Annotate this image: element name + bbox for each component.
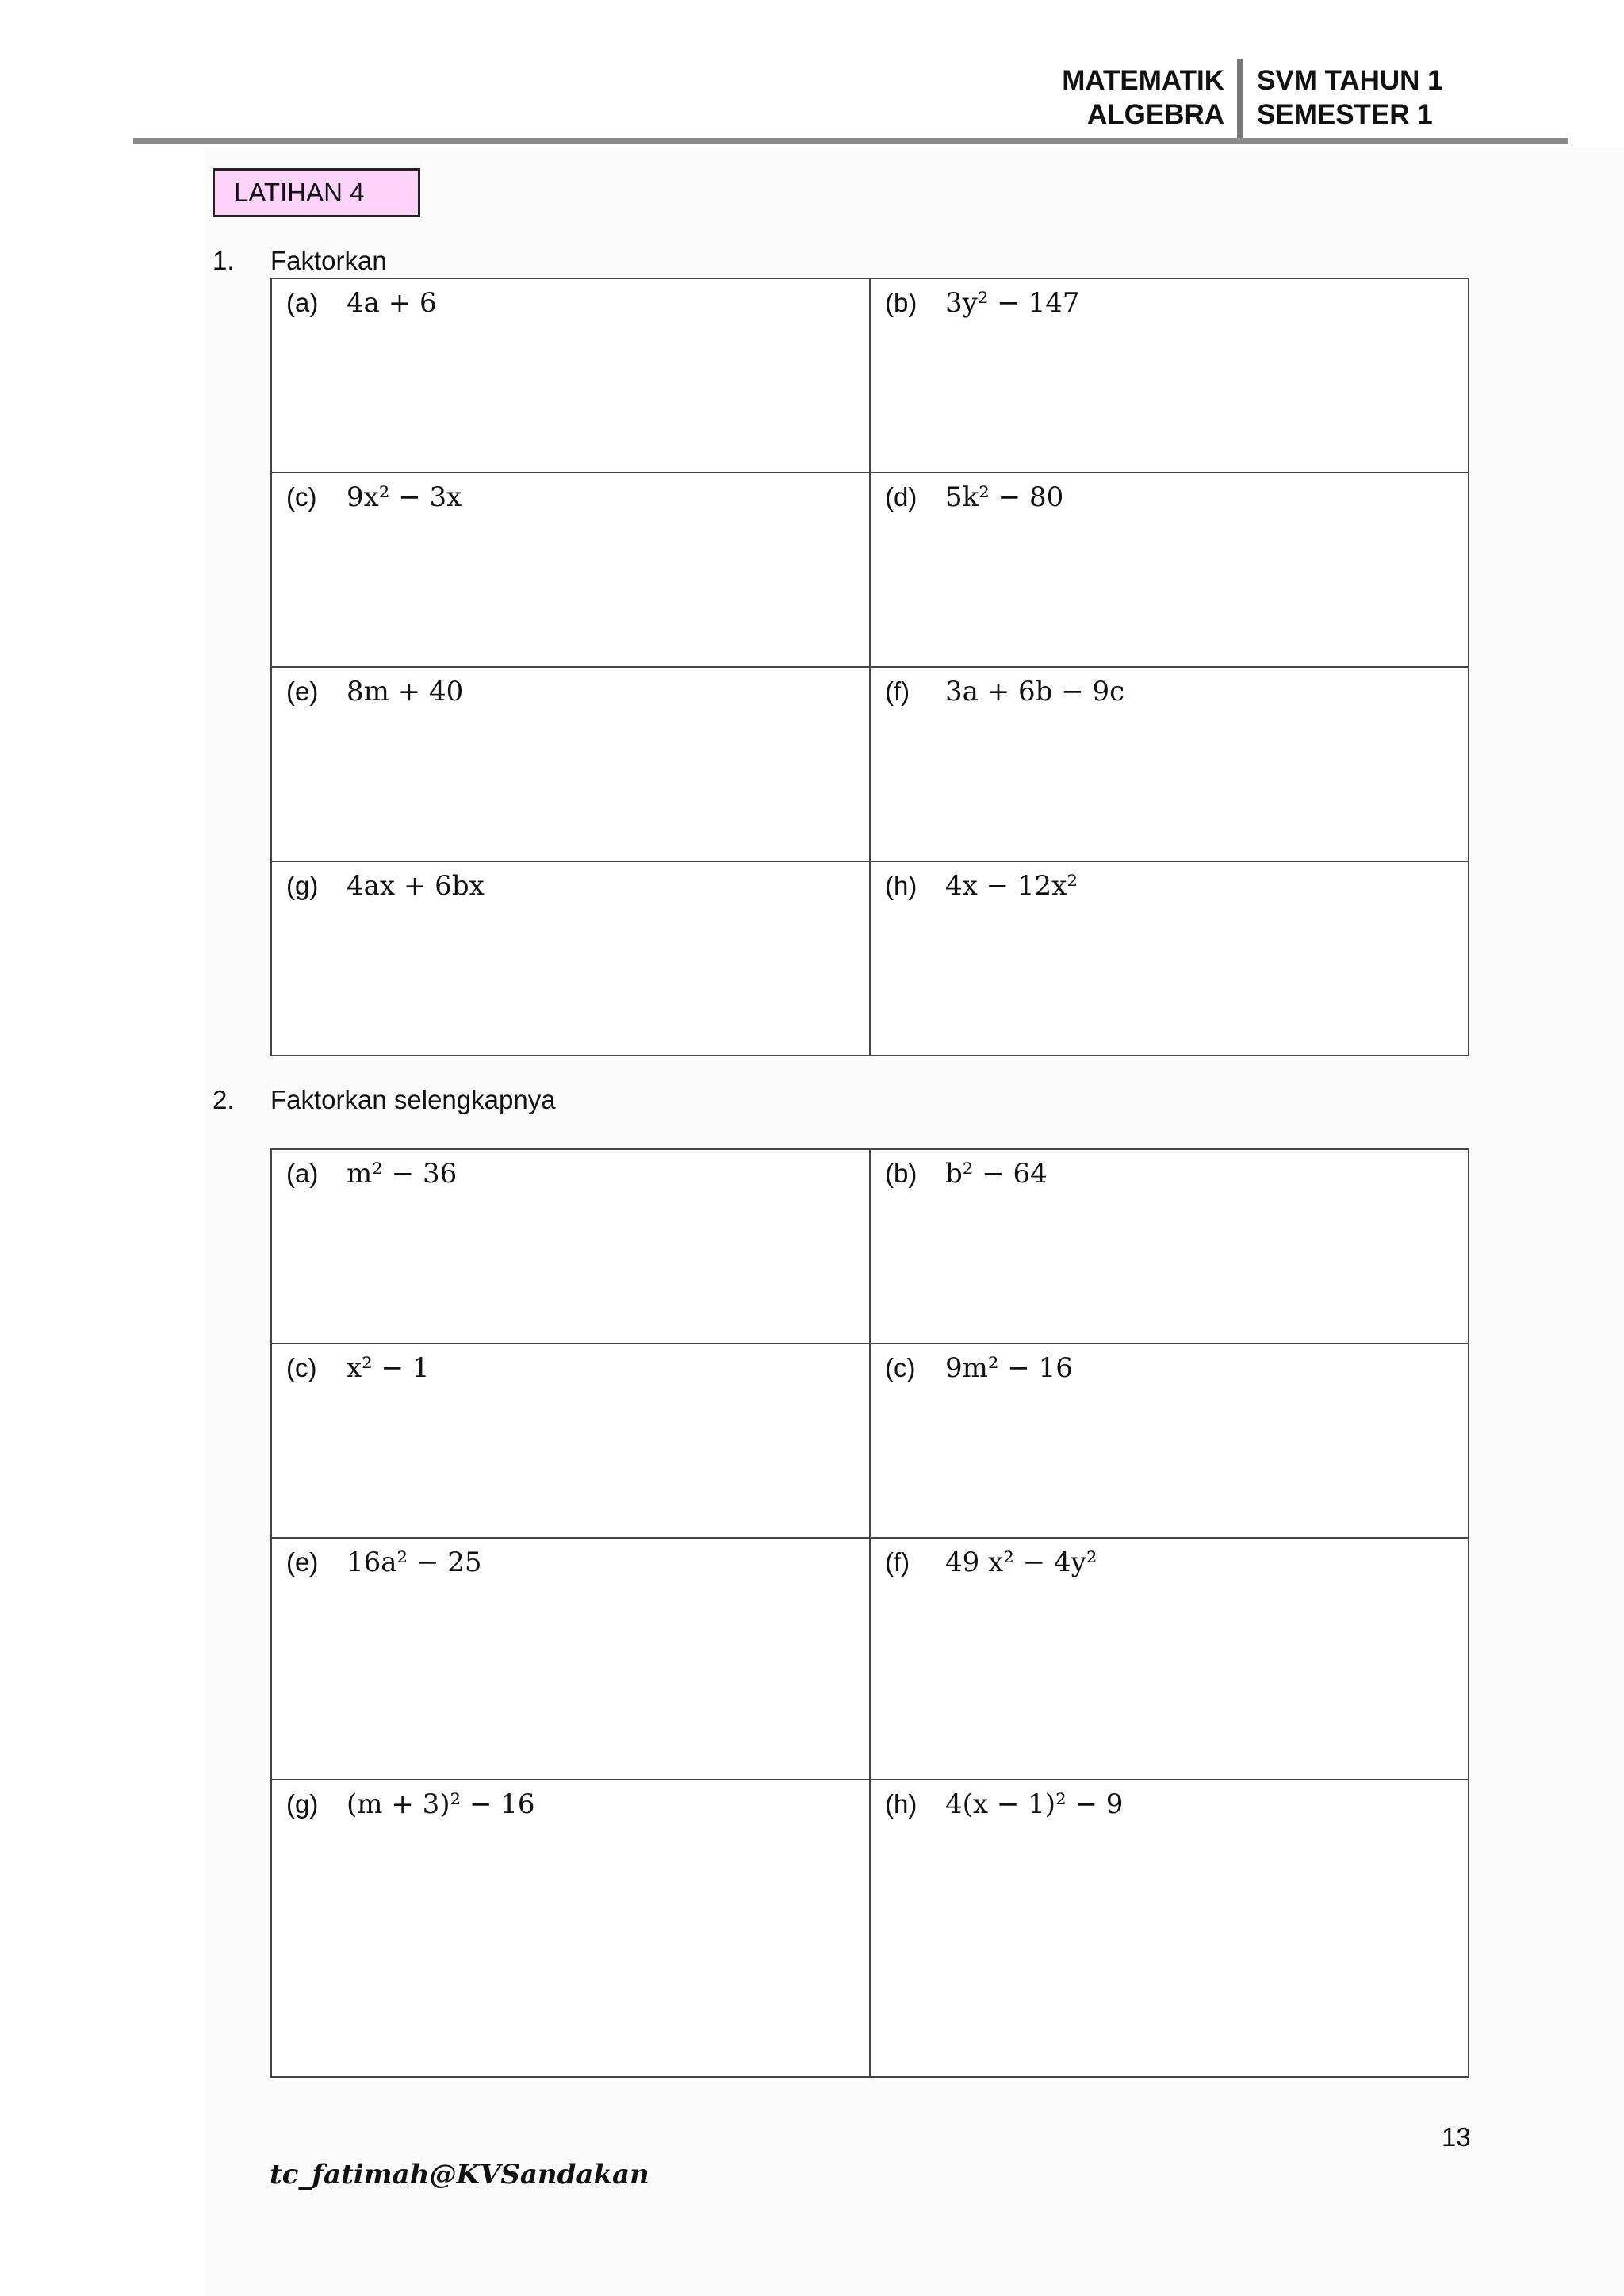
math-expression: 4ax + 6bx [347, 870, 485, 902]
answer-cell[interactable] [271, 473, 870, 667]
header-subject-line1: MATEMATIK [1062, 65, 1224, 96]
page-number: 13 [1442, 2122, 1471, 2152]
question-1-grid [270, 278, 1469, 1056]
document-header [1055, 63, 1522, 141]
math-expression: 4x − 12x² [945, 870, 1078, 902]
answer-cell[interactable] [271, 278, 870, 473]
item-label: (d) [885, 482, 917, 512]
math-expression: x² − 1 [347, 1352, 430, 1384]
header-subject [1055, 63, 1224, 132]
answer-cell[interactable] [870, 1780, 1469, 2077]
answer-cell[interactable] [271, 1149, 870, 1343]
question-1-number: 1. [213, 246, 235, 275]
math-expression: (m + 3)² − 16 [347, 1788, 535, 1820]
answer-cell[interactable] [271, 861, 870, 1056]
answer-cell[interactable] [870, 1538, 1469, 1780]
header-rule [133, 138, 1568, 144]
header-course [1257, 63, 1519, 132]
item-label: (e) [286, 677, 319, 706]
question-2-instruction: Faktorkan selengkapnya [270, 1085, 556, 1114]
answer-cell[interactable] [870, 1149, 1469, 1343]
answer-cell[interactable] [271, 1538, 870, 1780]
item-label: (b) [885, 1159, 917, 1188]
header-course-line1: SVM TAHUN 1 [1257, 65, 1443, 96]
item-label: (e) [286, 1547, 319, 1577]
header-divider [1237, 59, 1243, 143]
answer-cell[interactable] [870, 1343, 1469, 1538]
item-label: (a) [286, 288, 319, 317]
math-expression: 4a + 6 [347, 287, 437, 319]
question-1-instruction: Faktorkan [270, 246, 387, 275]
item-label: (h) [885, 871, 917, 900]
math-expression: 4(x − 1)² − 9 [945, 1788, 1124, 1820]
math-expression: b² − 64 [945, 1158, 1048, 1190]
math-expression: 49 x² − 4y² [945, 1547, 1097, 1578]
item-label: (c) [286, 1353, 317, 1382]
item-label: (a) [286, 1159, 319, 1188]
math-expression: 9x² − 3x [347, 481, 462, 513]
math-expression: 16a² − 25 [347, 1547, 482, 1578]
answer-cell[interactable] [271, 1343, 870, 1538]
math-expression: 3a + 6b − 9c [945, 676, 1125, 707]
author-signature: tc_fatimah@KVSandakan [270, 2159, 649, 2191]
math-expression: 8m + 40 [347, 676, 464, 707]
header-course-line2: SEMESTER 1 [1257, 99, 1433, 130]
item-label: (f) [885, 677, 910, 706]
answer-cell[interactable] [271, 1780, 870, 2077]
answer-cell[interactable] [870, 861, 1469, 1056]
answer-cell[interactable] [870, 667, 1469, 861]
item-label: (c) [885, 1353, 916, 1382]
header-subject-line2: ALGEBRA [1086, 99, 1224, 130]
item-label: (g) [286, 1789, 319, 1819]
math-expression: 3y² − 147 [945, 287, 1080, 319]
math-expression: 5k² − 80 [945, 481, 1064, 513]
item-label: (h) [885, 1789, 917, 1819]
math-expression: m² − 36 [347, 1158, 458, 1190]
item-label: (b) [885, 288, 917, 317]
answer-cell[interactable] [870, 278, 1469, 473]
question-2-number: 2. [213, 1085, 235, 1114]
answer-cell[interactable] [870, 473, 1469, 667]
answer-cell[interactable] [271, 667, 870, 861]
question-2-grid [270, 1148, 1469, 2078]
item-label: (g) [286, 871, 319, 900]
exercise-badge: LATIHAN 4 [213, 168, 420, 217]
math-expression: 9m² − 16 [945, 1352, 1073, 1384]
item-label: (f) [885, 1547, 910, 1577]
item-label: (c) [286, 482, 317, 512]
